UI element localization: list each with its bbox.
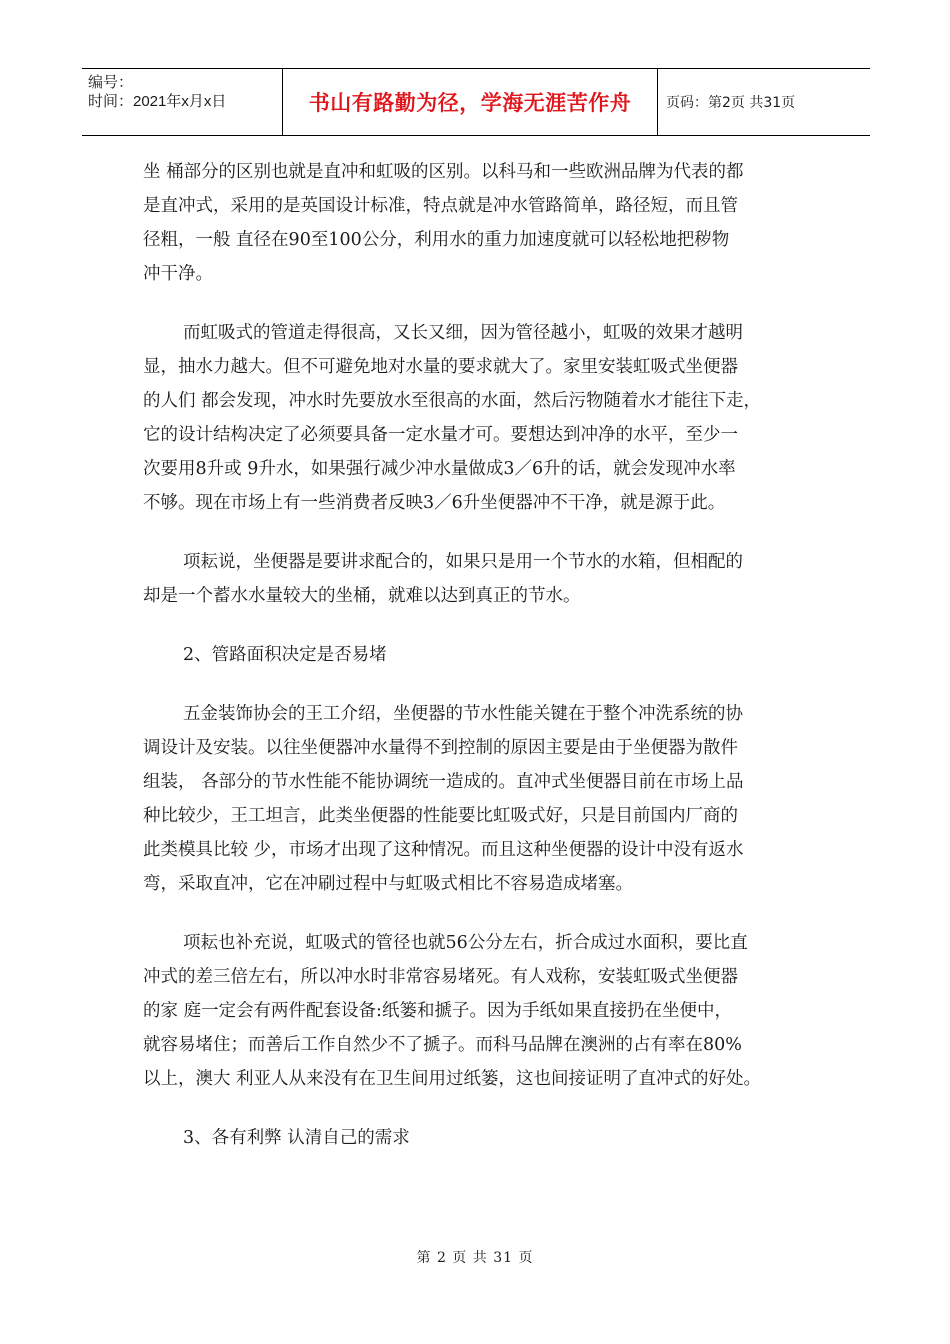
text-line: 的家 庭一定会有两件配套设备:纸篓和搋子。因为手纸如果直接扔在坐便中， bbox=[143, 1001, 732, 1021]
paragraph bbox=[143, 926, 813, 1096]
text-line: 组装， 各部分的节水性能不能协调统一造成的。直冲式坐便器目前在市场上品 bbox=[143, 772, 744, 792]
paragraph bbox=[143, 545, 813, 613]
text-line: 次要用8升或 9升水，如果强行减少冲水量做成3／6升的话，就会发现冲水率 bbox=[143, 459, 736, 479]
document-body bbox=[143, 155, 813, 1180]
paragraph bbox=[143, 638, 813, 672]
text-line: 弯，采取直冲，它在冲刷过程中与虹吸式相比不容易造成堵塞。 bbox=[143, 874, 633, 894]
text-line: 不够。现在市场上有一些消费者反映3／6升坐便器冲不干净，就是源于此。 bbox=[143, 493, 726, 513]
text-line: 而虹吸式的管道走得很高，又长又细，因为管径越小，虹吸的效果才越明 bbox=[183, 323, 743, 343]
text-line: 以上，澳大 利亚人从来没有在卫生间用过纸篓，这也间接证明了直冲式的好处。 bbox=[143, 1069, 762, 1089]
header-motto: 书山有路勤为径，学海无涯苦作舟 bbox=[283, 69, 658, 135]
text-line: 的人们 都会发现，冲水时先要放水至很高的水面，然后污物随着水才能往下走， bbox=[143, 391, 762, 411]
text-line: 3、各有利弊 认清自己的需求 bbox=[183, 1128, 410, 1148]
number-label: 编号： bbox=[88, 74, 134, 91]
text-line: 是直冲式，采用的是英国设计标准，特点就是冲水管路简单，路径短，而且管 bbox=[143, 196, 738, 216]
text-line: 项耘说，坐便器是要讲求配合的，如果只是用一个节水的水箱，但相配的 bbox=[183, 552, 743, 572]
paragraph bbox=[143, 155, 813, 291]
text-line: 它的设计结构决定了必须要具备一定水量才可。要想达到冲净的水平，至少一 bbox=[143, 425, 738, 445]
text-line: 坐 桶部分的区别也就是直冲和虹吸的区别。以科马和一些欧洲品牌为代表的都 bbox=[143, 162, 744, 182]
text-line: 却是一个蓄水水量较大的坐桶，就难以达到真正的节水。 bbox=[143, 586, 581, 606]
header-page-info: 页码：第2页 共31页 bbox=[666, 95, 796, 111]
text-line: 冲式的差三倍左右，所以冲水时非常容易堵死。有人戏称，安装虹吸式坐便器 bbox=[143, 967, 738, 987]
text-line: 就容易堵住；而善后工作自然少不了搋子。而科马品牌在澳洲的占有率在80% bbox=[143, 1035, 742, 1055]
paragraph bbox=[143, 697, 813, 901]
text-line: 五金装饰协会的王工介绍，坐便器的节水性能关键在于整个冲洗系统的协 bbox=[183, 704, 743, 724]
paragraph bbox=[143, 316, 813, 520]
text-line: 冲干净。 bbox=[143, 264, 213, 284]
page-footer: 第 2 页 共 31 页 bbox=[416, 1250, 534, 1266]
text-line: 此类模具比较 少，市场才出现了这种情况。而且这种坐便器的设计中没有返水 bbox=[143, 840, 744, 860]
text-line: 2、管路面积决定是否易堵 bbox=[183, 645, 387, 665]
text-line: 种比较少，王工坦言，此类坐便器的性能要比虹吸式好，只是目前国内厂商的 bbox=[143, 806, 738, 826]
text-line: 径粗，一般 直径在90至100公分，利用水的重力加速度就可以轻松地把秽物 bbox=[143, 230, 730, 250]
text-line: 项耘也补充说，虹吸式的管径也就56公分左右，折合成过水面积，要比直 bbox=[183, 933, 748, 953]
text-line: 调设计及安装。以往坐便器冲水量得不到控制的原因主要是由于坐便器为散件 bbox=[143, 738, 738, 758]
text-line: 显，抽水力越大。但不可避免地对水量的要求就大了。家里安装虹吸式坐便器 bbox=[143, 357, 738, 377]
date-label: 时间：2021年x月x日 bbox=[88, 93, 227, 110]
header-meta bbox=[82, 69, 283, 135]
paragraph bbox=[143, 1121, 813, 1155]
document-header bbox=[82, 68, 870, 136]
